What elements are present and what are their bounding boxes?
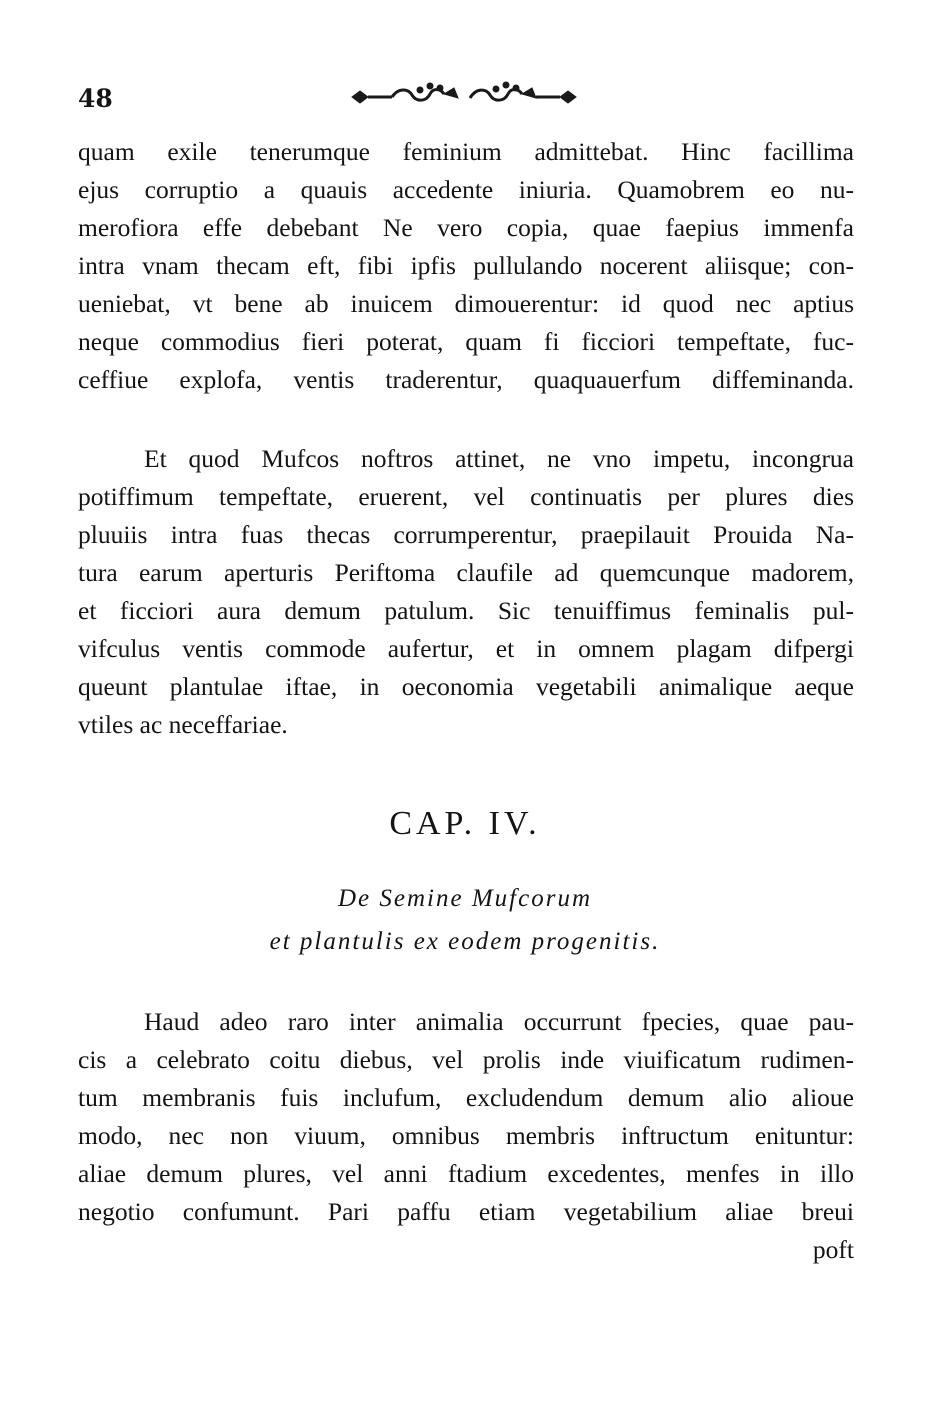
- text-line: tum membranis fuis inclufum, excludendum demum alio alioue: [78, 1083, 854, 1112]
- text-line: Et quod Mufcos noftros attinet, ne vno impetu, incongrua: [144, 444, 854, 473]
- text-line: et ficciori aura demum patulum. Sic tenuiffimus feminalis pul-: [78, 596, 854, 625]
- text-line: aliae demum plures, vel anni ftadium excedentes, menfes in illo: [78, 1159, 854, 1188]
- paragraph-2: [78, 440, 854, 744]
- text-line: Haud adeo raro inter animalia occurrunt fpecies, quae pau-: [144, 1007, 854, 1036]
- text-line: ejus corruptio a quauis accedente iniuria. Quamobrem eo nu-: [78, 175, 854, 204]
- catchword: poft: [812, 1235, 854, 1264]
- text-line: pluuiis intra fuas thecas corrumperentur, praepilauit Prouida Na-: [78, 520, 854, 549]
- text-line: merofiora effe debebant Ne vero copia, quae faepius immenfa: [78, 213, 854, 242]
- text-line: negotio confumunt. Pari paffu etiam vegetabilium aliae breui: [78, 1197, 854, 1226]
- chapter-title-line-1: De Semine Mufcorum: [338, 885, 592, 912]
- text-line: cis a celebrato coitu diebus, vel prolis inde viuificatum rudimen-: [78, 1045, 854, 1074]
- chapter-heading: CAP. IV.: [389, 805, 541, 842]
- text-line: queunt plantulae iftae, in oeconomia vegetabili animalique aeque: [78, 672, 854, 701]
- text-line: vtiles ac neceffariae.: [78, 710, 288, 739]
- text-line: neque commodius fieri poterat, quam fi ficciori tempeftate, fuc-: [78, 327, 854, 356]
- printer-ornament-icon: [350, 80, 580, 114]
- chapter-title-line-2: et plantulis ex eodem progenitis.: [269, 928, 661, 955]
- text-line: quam exile tenerumque feminium admittebat. Hinc facillima: [78, 137, 854, 166]
- text-line: modo, nec non viuum, omnibus membris inftructum enituntur:: [78, 1121, 854, 1150]
- text-line: vifculus ventis commode aufertur, et in omnem plagam difpergi: [78, 634, 854, 663]
- paragraph-3: [78, 1003, 854, 1269]
- text-line: potiffimum tempeftate, eruerent, vel continuatis per plures dies: [78, 482, 854, 511]
- page-number: 48: [78, 84, 113, 113]
- paragraph-1: [78, 133, 854, 399]
- text-line: tura earum aperturis Periftoma claufile ad quemcunque madorem,: [78, 558, 854, 587]
- text-line: intra vnam thecam eft, fibi ipfis pullulando nocerent aliisque; con-: [78, 251, 854, 280]
- text-line: ueniebat, vt bene ab inuicem dimouerentur: id quod nec aptius: [78, 289, 854, 318]
- text-line: ceffiue explofa, ventis traderentur, quaquauerfum diffeminanda.: [78, 365, 854, 394]
